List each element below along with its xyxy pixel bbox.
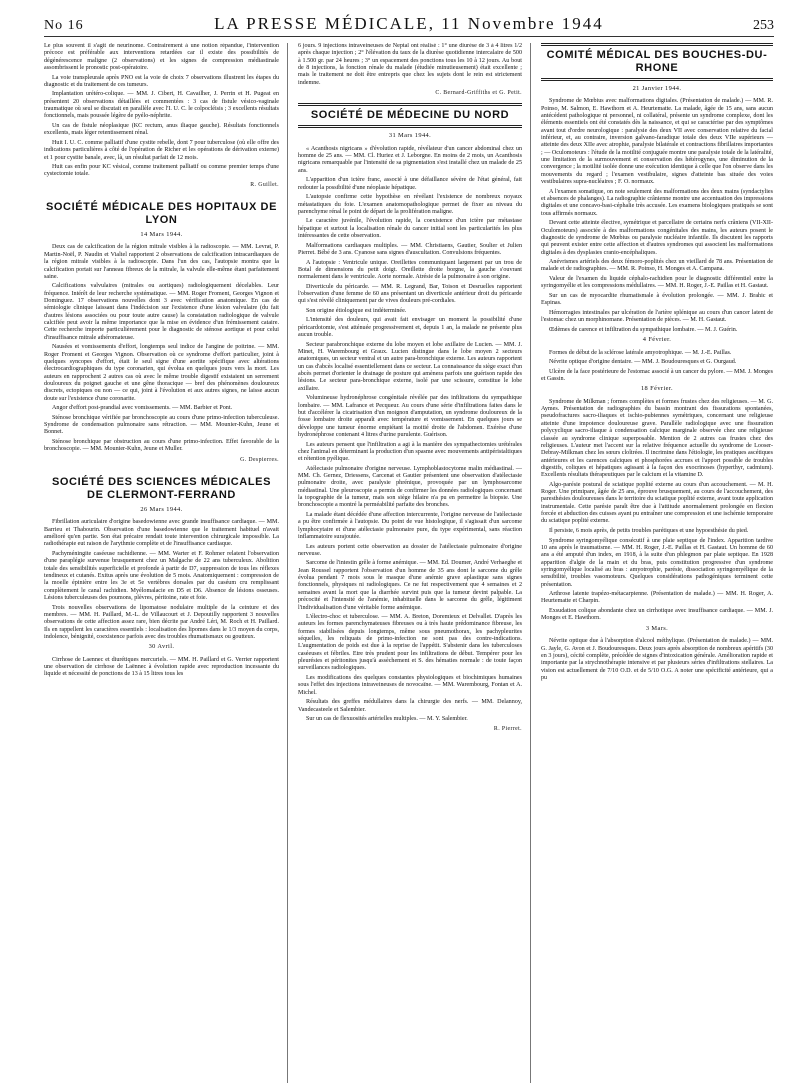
paragraph: A l'autopsie : Ventricule unique. Oreillettes communiquant largement par un trou de Botal de dimensions du petit doigt. Oreillette droite borgne, la gauche s'ouvrant normalement dans le ventricule. Aorte normale. Atrésie de la pulmonaire à son origine. [298, 259, 522, 281]
paragraph: Deux cas de calcification de la région mitrale visibles à la radioscopie. — MM. Levrat, P. Martin-Noël, P. Naudin et Vialtel rapportent 2 observations de calcification intracardiaques de la région mitrale visibles à la radioscopie. Dans l'un des cas, l'autopsie montra que la calcification portait sur l'anneau fibreux de la mitrale, la valvule elle-même étant parfaitement saine. [44, 244, 279, 280]
paragraph: Diverticule du péricarde. — MM. R. Legrand, Bar, Toison et Desruelles rapportent l'observation d'une femme de 60 ans présentant un diverticule antérieur droit du péricarde qui s'est révélé cliniquement par de vives douleurs pré-cordiales. [298, 283, 522, 305]
paragraph: L'autopsie confirme cette hypothèse en révélant l'existence de nombreux noyaux métastatiques du foie. L'examen anatomopathologique permet de fixer au niveau du parenchyme rénal le point de départ de la prolifération maligne. [298, 194, 522, 215]
paragraph: Valeur de l'examen du liquide céphalo-rachidien pour le diagnostic différentiel entre la syringomyélie et les compressions médullaires. — MM. H. Roger, J.-E. Paillas et H. Gastaut. [541, 276, 773, 290]
paragraph: Un cas de fistule néoplasique (KC rectum, anus iliaque gauche). Résultats fonctionnels excellents, mais léger retentissement rénal. [44, 123, 279, 137]
paragraph: Résultats des greffes médullaires dans la chirurgie des nerfs. — MM. Delannoy, Vandecasteele et Salembier. [298, 699, 522, 713]
paragraph: 6 jours. 9 injections intraveineuses de Neptal ont réalisé : 1° une diurèse de 3 à 4 litres 1/2 après chaque injection ; 2° l'élévation du taux de la diurèse quotidienne intercalaire de 500 à 1.500 gr. par 24 heures ; 3° un espacement des ponctions tous les 10 à 12 jours. Au bout de 8 injections, la fonction rénale du malade (étudiée minutieusement) était excellente ; mais le traitement ne doit être entrepris que chez les sujets dont le rein est strictement indemne. [298, 43, 522, 86]
paragraph: Implantation urétéro-colique. — MM. J. Cibert, H. Cavailher, J. Perrin et H. Pugeat en présentent 20 observations détaillées et commentées : 3 cas de fistule vésico-vaginale traumatique où seul se discutait en parallèle avec l'I. U. C. le colpocléisis ; 3 excellents résultats fonctionnels, mais poussée légère de pyélo-néphrite. [44, 91, 279, 120]
paragraph: Trois nouvelles observations de lipomatose nodulaire multiple de la ceinture et des membres. — MM. H. Paillard, M.-L. de Villaucourt et J. Depoutilly rapportent 3 nouvelles observations de cette affection assez rare, bien décrite par André Léri, M. Roch et H. Paillard. Ils en rappellent les caractères essentiels : localisation des lipomes dans le 1/3 moyen du corps, indolence, bénignité, coexistence parfois avec des troubles rhumatismaux ou goutteux. [44, 604, 279, 640]
paragraph: Devant cette atteinte élective, symétrique et parcellaire de certains nerfs crâniens (VII-XII-Oculomoteurs) associée à des malformations congénitales des mains, les auteurs posent le diagnostic de syndrome de Mœbius ou paralysie nucléaire infantile. Ils discutent les rapports qui peuvent exister entre cette affection et d'autres syndromes qui associent les malformations digitales à des dysplasies cranio-encéphaliques. [541, 220, 773, 256]
issue-number: No 16 [44, 18, 84, 33]
signature: R. Pierret. [493, 726, 522, 733]
paragraph: Malformations cardiaques multiples. — MM. Christiaens, Gautier, Soulier et Julien Pierret. Bébé de 3 ans. Cyanose sans signes d'auscultation. Convulsions fréquentes. [298, 242, 522, 256]
paragraph: Sur un cas de myocardite rhumatismale à évolution prolongée. — MM. J. Brahic et Espinas. [541, 292, 773, 307]
page-header [44, 14, 774, 37]
paragraph: Formes de début de la sclérose latérale amyotrophique. — M. J.-E. Paillas. [549, 349, 732, 356]
column-right [530, 43, 773, 1083]
paragraph: Arthrose latente trapézo-métacarpienne. (Présentation de malade.) — MM. H. Roger, A. Heurtematte et Charpin. [541, 591, 773, 605]
paragraph: Il persiste, 6 mois après, de petits troubles parétiques et une hypoesthésie du pied. [549, 528, 749, 534]
paragraph: Cirrhose de Laennec et diurétiques mercuriels. — MM. H. Paillard et G. Verrier rapportent une observation de cirrhose de Laënnec à évolution rapide avec reproduction incessante du liquide et nécessité de ponctions de 13 à 15 litres tous les [44, 656, 279, 678]
paragraph: Algo-parésie postural de sciatique poplité externe au cours d'un accouchement. — M. H. Roger. Une primipare, âgée de 25 ans, éprouve brusquement, au cours de l'accouchement, des paresthésies douloureuses dans le territoire du sciatique poplité externe, avant toute application instrumentale. Cette parésie paraît être due à l'attitude anormalement prolongée en flexion forcée et abduction des cuisses ayant pu entraîner une compression et une ischémie temporaire du sciatique poplité externe. [541, 481, 773, 525]
paragraph: Syndrome syringomyélique consécutif à une plaie septique de l'index. Apparition tardive 10 ans après le traumatisme. — MM. H. Roger, J.-E. Paillas et H. Gastaut. Un homme de 60 ans a été amputé d'un index, en 1918, à la suite d'un phlegmon par plaie septique. En 1928 apparition d'algie de la main et du bras, puis constitution progressive d'un syndrome syringomyélique localisé au bras : amyotrophie, parésie, dissociation syringomyélique de la sensibilité, troubles vasomoteurs. Quelques considérations pathogéniques terminent cette présentation. [541, 537, 773, 588]
column-middle [287, 43, 530, 1083]
paragraph: Pachyméningite caséeuse rachidienne. — MM. Warter et F. Rohmer relatent l'observation d'une paraplégie survenue brusquement chez un Malgache de 22 ans tuberculeux. Abolition totale des sensibilités superficielle et profonde à partir de D7, suppression de tous les réflexes tendineux et cutanés. Exitus après une évolution de 5 mois. Anatomiquement : compression de la moelle épinière entre les 3e et 5e vertèbres dorsales par du caséum cru remplissant complètement le canal rachidien. Myélomalacie en D5 et D6. Absence de lésions osseuses. Lésions tuberculeuses des poumons, plèvres, péritoine, rate et foie. [44, 550, 279, 601]
paragraph: A l'examen somatique, on note seulement des malformations des deux mains (syndactylies et absences de phalanges). La radiographie crânienne montre une accentuation des impressions digitales et une concavo-basi-céphalie très accusée. Les examens biologiques pratiqués se sont tous affirmés normaux. [541, 188, 773, 217]
session-date: 30 Avril. [148, 643, 175, 651]
section-title: SOCIÉTÉ MÉDICALE DES HOPITAUX DE LYON [45, 201, 278, 227]
section-date: 26 Mars 1944. [140, 506, 183, 514]
paragraph: Volumineuse hydronéphrose congénitale révélée par des infiltrations du sympathique lombaire. — MM. Lafrance et Pecqueur. Au cours d'une série d'infiltrations faites dans le but d'accélérer la cicatrisation d'un moignon d'amputation, un syndrome douloureux de la fosse lombaire droite apparaît avec température et vomissement. En quelques jours se développe une tumeur énorme empiétant la moitié droite de l'abdomen. Exérèse d'une hydronéphrose contenant 4 litres d'urine purulente. Guérison. [298, 395, 522, 438]
section-title: SOCIÉTÉ DE MÉDECINE DU NORD [298, 103, 522, 128]
paragraph: La voie transpleurale après PNO est la voie de choix 7 observations illustrent les étapes du diagnostic et du traitement de ces tumeurs. [44, 74, 279, 88]
paragraph: Son origine étiologique est indéterminée. [306, 307, 407, 314]
paragraph: Sarcome de l'intestin grêle à forme anémique. — MM. Ed. Doumer, André Verhaeghe et Jean Roussel rapportent l'observation d'un homme de 35 ans dont le sarcome du grêle évolua pendant 7 mois sous le masque d'une anémie grave aplastique sans signes fonctionnels, physiques ni radiologiques. Ce ne fut respectivement que 4 semaines et 2 semaines avant la mort que la diarrhée survint puis que la tumeur devint palpable. La précocité et l'intensité de l'anémie, inhabituelle dans le sarcome du grêle, légitiment l'individualisation d'une véritable forme anémique. [298, 560, 522, 611]
paragraph: Fibrillation auriculaire d'origine basedowienne avec grande insuffisance cardiaque. — MM. Barrieu et Thabourin. Observation d'une basedowienne que le traitement habituel n'avait amélioré qu'en partie. Son état précaire rendait toute intervention chirurgicale impossible. La radiothérapie eut raison de l'arythmie complète et de l'insuffisance cardiaque. [44, 519, 279, 548]
paragraph: Huit cas enfin pour KC vésical, comme traitement palliatif ou comme premier temps d'une cystectomie totale. [44, 164, 279, 178]
paragraph: Syndrome de Mœbius avec malformations digitales. (Présentation de malade.) — MM. R. Poinso, M. Salmon, E. Hawthorn et A. Heurtematte. La malade, âgée de 15 ans, sans aucun antécédent pathologique ni personnel, ni collatéral, présente un syndrome complexe, dont les éléments essentiels ont été constatés dès la naissance, et qui se caractérise par des symptômes avant tout d'ordre neurologique : paralysie des deux VII avec conservation relative du facial inférieur, et, au contraire, inversion galvano-faradique totale des deux VIIe supérieurs — atteinte des deux XIIe avec atrophie, paralysie bilatérale et contractions fibrillaires importantes ; — Oculomoteurs : l'étude de la motilité conjuguée montre une paralysie totale de la latéralité, une limitation de la surmouvement et conservation des hétérogynes, une diminution de la convergence ; la motilité isolée donne une exécution identique à celle que l'on observe dans les mouvements du regard ; l'examen vestibulaire, signes d'atteinte bas située des voies vestibulaires supra-nucléaires ; F. O. normaux. [541, 98, 773, 186]
columns [44, 43, 774, 1083]
section-title: SOCIÉTÉ DES SCIENCES MÉDICALES DE CLERMONT-FERRAND [51, 476, 272, 502]
paragraph: Atélectasie pulmonaire d'origine nerveuse. Lymphoblastocytome malin médiastinal. — MM. Ch. Gernez, Driessens, Carcenat et Gautier présentent une observation d'atélectasie pulmonaire droite, avec paralysie phrénique, provoquée par un lymphosarcome médiastinal. Une pleuroscopie a permis de confirmer les données radiologiques concernant la topographie de la tumeur, mais son siège hilaire n'a pu en permettre la biopsie. Une bronchoscopie a montré la perméabilité parfaite des bronches. [298, 465, 522, 509]
paragraph: Exsudation colique abondante chez un cirrhotique avec insuffisance cardiaque. — MM. J. Monges et E. Hawthorn. [541, 608, 773, 622]
paragraph: Ulcère de la face postérieure de l'estomac associé à un cancer du pylore. — MM. J. Monges et Gassin. [541, 368, 773, 382]
paragraph: L'apparition d'un ictère franc, associé à une défaillance sévère de l'état général, fait redouter la possibilité d'une néoplasie hépatique. [298, 177, 522, 191]
paragraph: Les auteurs pensent que l'infiltration a agi à la manière des sympathectomies urétérales chez l'animal en déterminant la production d'un spasme avec mouvements antipéristaltiques et rétention pyélique. [298, 441, 522, 463]
page-number: 253 [753, 18, 774, 33]
paragraph: La malade étant décédée d'une affection intercurrente, l'origine nerveuse de l'atélectasie a pu être confirmée à l'autopsie. Du point de vue histologique, il s'agissait d'un sarcome lymphocytaire et d'une atélectasie pulmonaire pure, du type expérimental, sans réaction inflammatoire surajoutée. [298, 512, 522, 541]
paragraph: Les auteurs portent cette observation au dossier de l'atélectasie pulmonaire d'origine nerveuse. [298, 543, 522, 557]
paragraph: Syndrome de Milkman ; formes complètes et formes frustes chez des religieuses. — M. G. Aymes. Présentation de radiographies du bassin montrant des fissurations spontanées, pseudofractures sacro-iliaques et ischio-pubiennes symétriques, concernant une religieuse atteinte d'une impotence douloureuse grave. Parallèle radiologique avec une fissuration polycyclique sacro-iliaque à condensation calcique marginale observée chez une religieuse classée au syndrome clinique superposable. Mention de 2 autres cas frustes chez des religieuses. L'auteur met l'accent sur la relative fréquence actuelle du syndrome de Looser-Debray-Milkman chez les sœurs cloîtrées. Il incrimine dans l'étiologie, les pratiques ascétiques antérieures et les carences calciques et phosphorées accrues et l'apport possible de troubles digestifs, coliques et hépatiques agissant à la façon des exocrinoses (hyperthyr, cadmium). Excellents résultats thérapeutiques par le calcium et la vitamine D. [541, 398, 773, 479]
section-date: 14 Mars 1944. [140, 231, 183, 239]
paragraph: L'intensité des douleurs, qui avait fait envisager un moment la possibilité d'une péricardotomie, s'est atténuée progressivement et, depuis 1 an, la malade ne présente plus aucun trouble. [298, 317, 522, 339]
paragraph: Névrite optique due à l'absorption d'alcool méthylique. (Présentation de malade.) — MM. G. Jayle, G. Avon et J. Boudouresques. Deux jours après absorption de nombreux apéritifs (30 en 3 jours), cécité complète, précédée de signes d'intoxication générale. Amélioration rapide et importante par la strychnothérapie intensive et par plusieurs séries d'infiltrations stellaires. La vision est actuellement de 7/10 O.D. et de 5/10 O.G. A noter une spécificité antérieure, qui a pu [541, 638, 773, 681]
paragraph: Huit I. U. C. comme palliatif d'une cystite rebelle, dont 7 pour tuberculose (où elle offre des indications particulières à côté de l'opération de Richer et les opérations de dérivation externe) et 1 pour cystite banale, avec, là, un résultat parfait de 12 mois. [44, 139, 279, 161]
paragraph: Hémorragies intestinales par ulcération de l'artère splénique au cours d'un cancer latent de l'estomac chez un morphinomane. Présentation de pièces. — M. H. Gastaut. [541, 309, 773, 324]
column-left [44, 43, 287, 1083]
paragraph: Sténose bronchique par obstruction au cours d'une primo-infection. Effet favorable de la bronchoscopie. — MM. Mounier-Kuhn, Jeune et Muller. [44, 439, 279, 453]
paragraph: Sur un cas de flexuosités artérielles multiples. — M. Y. Salembier. [306, 716, 468, 723]
paragraph: Calcifications valvulaires (mitrales ou aortiques) radiologiquement décelables. Leur fréquence. Intérêt de leur recherche systématique. — MM. Roger Froment, Georges Vignon et Dominguez. 17 observations nouvelles dont 3 avec vérification anatomique. En cas de sémiologie clinique laissant dans l'indécision sur l'existence d'une lésion valvulaire (du fait d'autres lésions associées ou pour toute autre cause) la constatation radiologique de valvule calcifiée peut avoir la même importance que la mise en évidence d'un frémissement cataire. Cette recherche importe particulièrement pour le diagnostic de sténose aortique et pour celui d'insuffisance mitrale athéromateuse. [44, 283, 279, 341]
journal-title: LA PRESSE MÉDICALE, 11 Novembre 1944 [214, 14, 604, 33]
section-date: 31 Mars 1944. [388, 132, 432, 140]
paragraph: Névrite optique d'origine dentaire. — MM. J. Boudouresques et G. Ourgaud. [549, 359, 737, 366]
paragraph: Anévrismes artériels des deux fémoro-poplités chez un vieillard de 78 ans. Présentation de malade et de radiographies. — MM. R. Poinso, H. Monges et A. Campana. [541, 259, 773, 273]
section-date: 21 Janvier 1944. [632, 85, 682, 92]
signature: G. Despierres. [240, 456, 279, 463]
paragraph: Secteur parabronchique externe du lobe moyen et lobe axillaire de Lucien. — MM. J. Minet, H. Warembourg et Graux. Lucien distingue dans le lobe moyen 2 secteurs anatomiques, un secteur ventral et un autre para-bronchique externe. Les auteurs rapportent un cas d'abcès localisé essentiellement dans ce secteur. La connaissance du siège exact d'un abcès permet d'orienter le drainage de posture qui amènera parfois une guérison rapide des lésions. Le secteur para-bronchique externe, isolé par une scissure, constitue le lobe axillaire. [298, 341, 522, 392]
section-title: COMITÉ MÉDICAL DES BOUCHES-DU-RHONE [541, 43, 773, 81]
paragraph: Le plus souvent il s'agit de neurinome. Contrairement à une notion répandue, l'intervention précoce est préférable aux interventions retardées car il existe des possibilités de dégénérescence maligne (2 observations) et les signes de compression médiastinale assombrissent le pronostic post-opératoire. [44, 43, 279, 72]
paragraph: Nausées et vomissements d'effort, longtemps seul indice de l'angine de poitrine. — MM. Roger Froment et Georges Vignon. Observation où ce syndrome d'effort particulier, joint à quelques syncopes d'effort, était le seul signe d'une aortite spécifique avec altérations électrocardiographiques du type coronarien, qui évolua en quelques jours vers la mort. Les auteurs en rapprochent 2 autres cas où avec le même trouble digestif existaient un serrement douloureux du poignet gauche et une gêne thoracique — bref des phénomènes douloureux discrets, ectopiques ou non — ce qui, joint à l'évolution et aux autres signes, ne laisse aucun doute sur l'existence d'une coronarite. [44, 344, 279, 402]
session-date: 3 Mars. [645, 624, 669, 632]
session-date: 4 Février. [642, 336, 672, 344]
paragraph: Le caractère juvénile, l'évolution rapide, la coexistence d'un ictère par métastase hépatique et surtout la localisation rénale du cancer initial sont les particularités les plus intéressantes de cette observation. [298, 218, 522, 240]
paragraph: Angor d'effort post-prandial avec vomissements. — MM. Barbier et Pont. [52, 405, 233, 412]
session-date: 18 Février. [640, 385, 674, 393]
paragraph: Sténose bronchique vérifiée par bronchoscopie au cours d'une primo-infection tuberculeuse. Syndrome de condensation pulmonaire sans rétraction. — MM. Mounier-Kuhn, Jeune et Bonnet. [44, 414, 279, 436]
signature: C. Bernard-Griffiths et G. Petit. [435, 90, 522, 97]
signature: R. Guillet. [250, 181, 279, 188]
paragraph: « Acanthosis nigricans » d'évolution rapide, révélateur d'un cancer abdominal chez un homme de 25 ans. — MM. Cl. Huriez et J. Leborgne. En moins de 2 mois, un Acanthosis nigricans remarquable par l'intensité de sa pigmentation s'est installé chez un malade de 25 ans. [298, 145, 522, 174]
paragraph: L'électro-choc et tuberculose. — MM. A. Breton, Doremieux et Delvallet. D'après les auteurs les formes parenchymateuses fibreuses ou à très haute prédominance fibreuse, les formes stabilisées depuis longtemps, même sous pneumothorax, les pachypleurites séquelles, les reliquats de primo-infection ne sont pas des contre-indications. L'augmentation de poids est due à la reprise de l'appétit. S'abstenir dans les tuberculoses caséeuses et fébriles. Etre très prudent pour les infiltrations de début. Tempérer pour les pleurésies et péritonites jusqu'à assèchement et S. des hématies normale : de toute façon surveillances radiologiques. [298, 614, 522, 672]
paragraph: Les modifications des quelques constantes physiologiques et biochimiques humaines sous l'effet des injections intraveineuses de novocaïne. — MM. Warembourg, Fontan et A. Michel. [298, 674, 522, 696]
paragraph: Œdèmes de carence et infiltration du sympathique lombaire. — M. J. Guérin. [549, 326, 738, 333]
